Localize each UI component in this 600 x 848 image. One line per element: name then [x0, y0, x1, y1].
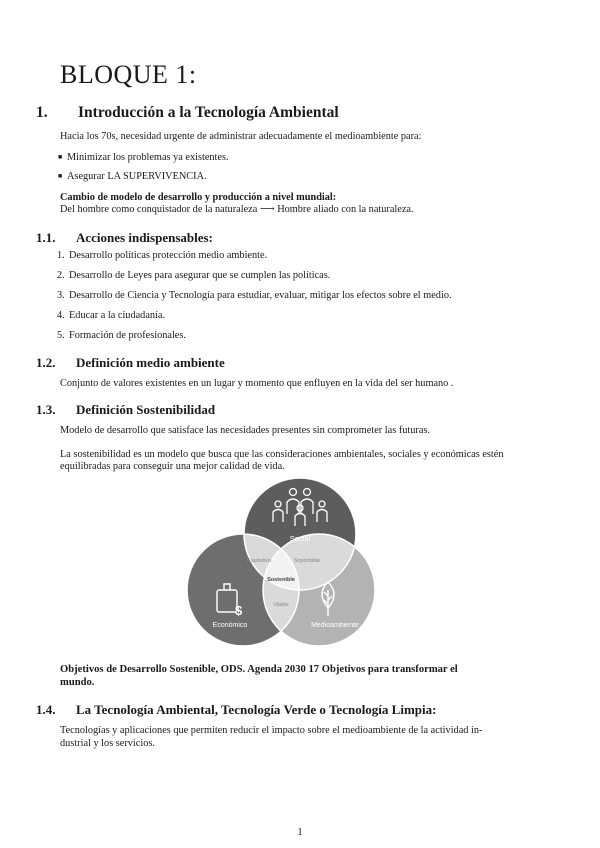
- subsection-number: 1.1.: [36, 230, 56, 245]
- subsection-title: Acciones indispensables:: [76, 230, 213, 245]
- list-item: 4. Educar a la ciudadanía.: [57, 310, 166, 321]
- ods-line-2: mundo.: [60, 677, 95, 688]
- label-medioambiente: Medioambiente: [311, 622, 359, 629]
- change-text: Del hombre como conquistador de la naturaleza ⟶ Hombre aliado con la naturaleza.: [60, 204, 414, 215]
- page-number: 1: [297, 826, 303, 838]
- definition-medio-ambiente: Conjunto de valores existentes en un lugar y momento que enfluyen en la vida del ser humano .: [60, 378, 454, 389]
- change-title: Cambio de modelo de desarrollo y producción a nivel mundial:: [60, 192, 337, 203]
- tecnologia-ambiental-line-1: Tecnologías y aplicaciones que permiten reducir el impacto sobre el medioambiente de la actividad in-: [60, 725, 483, 736]
- ods-line-1: Objetivos de Desarrollo Sostenible, ODS. Agenda 2030 17 Objetivos para transformar el: [60, 664, 458, 675]
- label-social: Social: [289, 534, 311, 543]
- label-equitativo: Equitativo: [246, 558, 272, 564]
- list-item: 5. Formación de profesionales.: [57, 330, 186, 341]
- list-item: 1. Desarrollo políticas protección medio ambiente.: [57, 250, 268, 261]
- bullet-text: Minimizar los problemas ya existentes.: [67, 152, 229, 163]
- subsection-title: Definición Sostenibilidad: [76, 402, 216, 417]
- sostenibilidad-paragraph-line-1: La sostenibilidad es un modelo que busca que las consideraciones ambientales, sociales y económicas estén: [60, 449, 504, 460]
- subsection-number: 1.4.: [36, 702, 56, 717]
- subsection-1-2-heading: [36, 355, 225, 371]
- section-1-intro: Hacia los 70s, necesidad urgente de administrar adecuadamente el medioambiente para:: [60, 131, 422, 142]
- list-item: 2. Desarrollo de Leyes para asegurar que se cumplen las políticas.: [57, 270, 331, 281]
- label-soportable: Soportable: [293, 558, 321, 564]
- label-viable: Viable: [273, 602, 289, 608]
- tecnologia-ambiental-line-2: dustrial y los servicios.: [60, 738, 155, 749]
- svg-text:$: $: [235, 603, 243, 618]
- bullet-text: Asegurar LA SUPERVIVENCIA.: [67, 171, 207, 182]
- bullet-square-icon: ■: [58, 172, 63, 180]
- subsection-title: La Tecnología Ambiental, Tecnología Verde o Tecnología Limpia:: [76, 702, 437, 717]
- definition-sostenibilidad: Modelo de desarrollo que satisface las necesidades presentes sin comprometer las futuras.: [60, 425, 430, 436]
- subsection-1-4-heading: [36, 702, 436, 718]
- subsection-title: Definición medio ambiente: [76, 355, 225, 370]
- sustainability-venn-diagram: [180, 478, 420, 658]
- subsection-number: 1.3.: [36, 402, 56, 417]
- section-1-heading: [36, 104, 339, 122]
- page-title: BLOQUE 1:: [60, 60, 197, 89]
- subsection-1-3-heading: [36, 402, 215, 418]
- label-economico: Económico: [212, 622, 248, 629]
- bullet-item: [58, 152, 229, 163]
- section-1-title: Introducción a la Tecnología Ambiental: [78, 104, 339, 121]
- section-1-number: 1.: [36, 104, 48, 121]
- label-sostenible: Sostenible: [267, 577, 295, 583]
- bullet-item: [58, 171, 207, 182]
- sostenibilidad-paragraph-line-2: equilibradas para conseguir una mejor calidad de vida.: [60, 461, 285, 472]
- subsection-1-1-heading: [36, 230, 213, 246]
- subsection-number: 1.2.: [36, 355, 56, 370]
- bullet-square-icon: ■: [58, 153, 63, 161]
- list-item: 3. Desarrollo de Ciencia y Tecnología para estudiar, evaluar, mitigar los efectos sobre el medio.: [57, 290, 452, 301]
